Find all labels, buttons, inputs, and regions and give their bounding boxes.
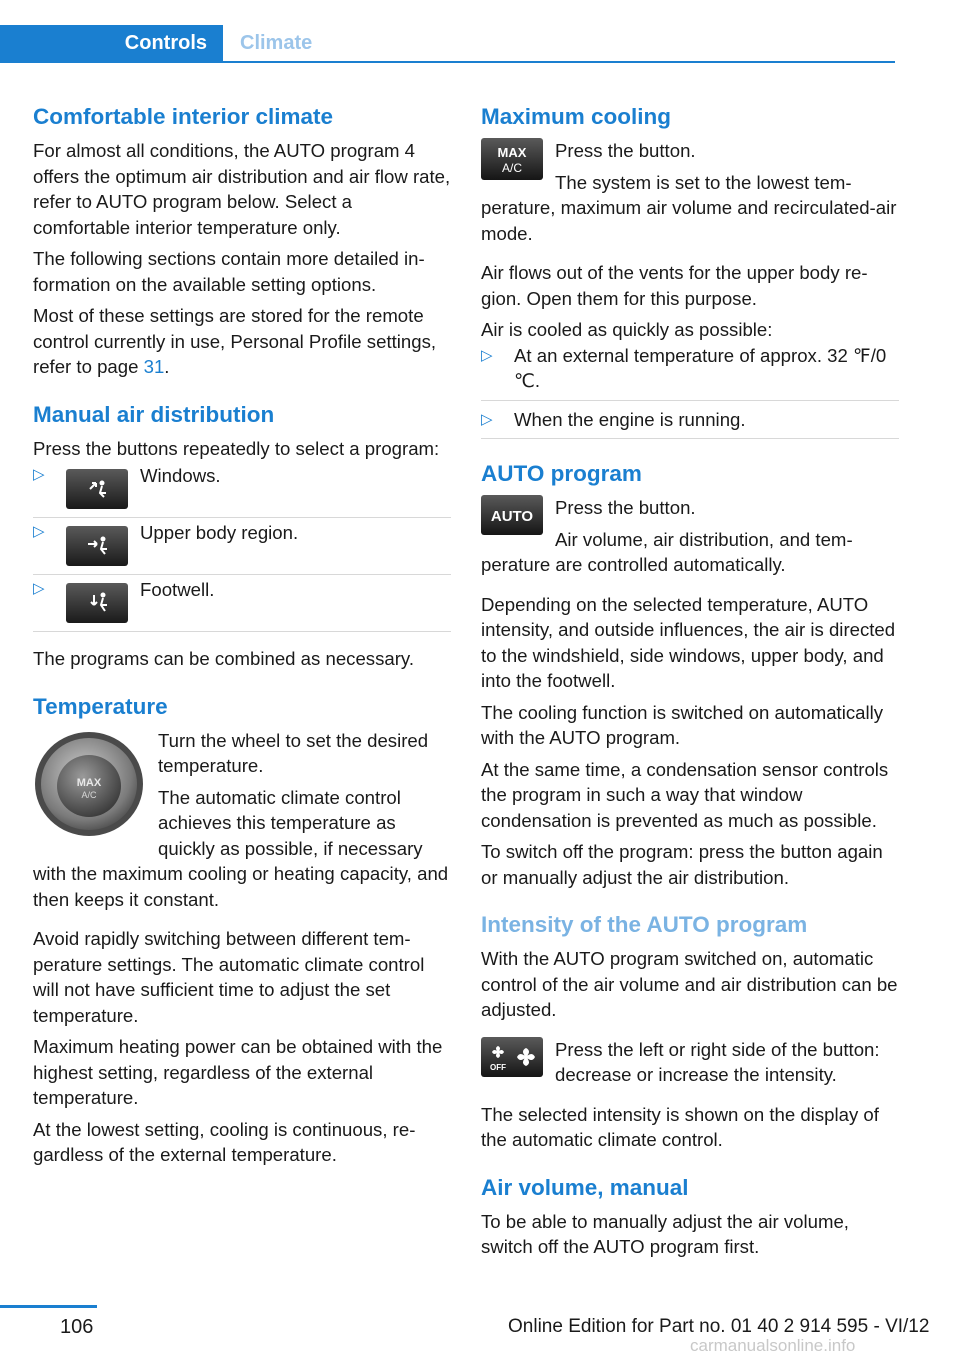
program-windows — [33, 463, 451, 518]
svg-text:OFF: OFF — [490, 1062, 506, 1072]
paragraph: The selected intensity is shown on the display of the automatic climate control. — [481, 1103, 879, 1150]
bullet-triangle-icon: ▷ — [481, 410, 493, 428]
bullet-triangle-icon: ▷ — [33, 466, 45, 483]
wheel-label: MAX — [76, 776, 102, 789]
list-item: ▷ When the engine is running. — [481, 401, 899, 440]
temperature-wheel-icon — [33, 728, 146, 841]
tab-climate[interactable]: Climate — [240, 31, 313, 54]
paragraph: Turn the wheel to set the desired temperature. — [158, 729, 429, 776]
paragraph: For almost all conditions, the AUTO program 4 offers the optimum air distribution and air flow rate, refer to AUTO program below. Select a comfortable interior temperature only. — [33, 140, 451, 238]
paragraph: Press the left or right side of the button: decrease or increase the intensity. — [555, 1038, 880, 1085]
paragraph: At the lowest setting, cooling is continuous, regardless of the external temperature. — [33, 1118, 416, 1165]
paragraph: Air is cooled as quickly as possible: — [481, 319, 773, 340]
program-upper-body — [33, 520, 451, 575]
page-number: 106 — [60, 1316, 94, 1338]
paragraph: To be able to manually adjust the air volume, switch off the AUTO program first. — [481, 1210, 849, 1257]
edition-note: Online Edition for Part no. 01 40 2 914 595 - VI/12 — [508, 1316, 930, 1337]
heading-auto-program: AUTO program — [481, 461, 642, 486]
page-link[interactable]: 31 — [143, 356, 165, 377]
paragraph: Depending on the selected temperature, AUTO intensity, and outside influences, the air is directed to the windshield, side windows, upper body, and into the footwell. — [481, 593, 896, 691]
header-bar — [0, 25, 895, 63]
program-footwell — [33, 577, 451, 632]
paragraph: Most of these settings are stored for the remote control currently in use, Personal Profile settings, refer to page 31. — [33, 305, 437, 377]
heading-comfortable-climate: Comfortable interior climate — [33, 104, 334, 129]
paragraph: Air flows out of the vents for the upper body region. Open them for this purpose. — [481, 262, 868, 309]
paragraph: Press the buttons repeatedly to select a program: — [33, 437, 440, 459]
upper-body-airflow-icon — [66, 526, 128, 566]
wheel-label: A/C — [81, 789, 97, 800]
footwell-airflow-icon — [66, 583, 128, 623]
paragraph: At the same time, a condensation sensor controls the program in such a way that window condensation is prevented as much as possible. — [481, 758, 889, 831]
heading-auto-intensity: Intensity of the AUTO program — [481, 912, 808, 937]
fan-intensity-button-icon — [481, 1037, 543, 1077]
paragraph: Press the button. — [555, 497, 696, 518]
heading-maximum-cooling: Maximum cooling — [481, 104, 672, 129]
paragraph: To switch off the program: press the button again or manually adjust the air distribution. — [481, 841, 883, 888]
heading-air-volume-manual: Air volume, manual — [481, 1174, 689, 1200]
heading-manual-air-distribution: Manual air distribution — [33, 401, 275, 427]
paragraph: Maximum heating power can be obtained with the highest setting, regardless of the external temperature. — [33, 1036, 443, 1108]
paragraph: The automatic climate control achieves this temperature as quickly as possible, if necessary with the maximum cooling or heating capacity, and then keeps it constant. — [33, 786, 449, 910]
bullet-triangle-icon: ▷ — [481, 346, 493, 364]
paragraph: With the AUTO program switched on, automatic control of the air volume and air distribution can be adjusted. — [481, 948, 898, 1020]
bullet-triangle-icon: ▷ — [33, 580, 45, 597]
svg-text:AUTO: AUTO — [490, 508, 534, 525]
program-label: Upper body region. — [140, 522, 299, 543]
paragraph: The programs can be combined as necessary. — [33, 648, 415, 669]
list-item: ▷ At an external temperature of approx. 32 ℉/0 ℃. — [481, 343, 899, 401]
svg-text:MAX: MAX — [497, 145, 527, 160]
auto-button-icon — [481, 495, 543, 535]
windows-airflow-icon — [66, 469, 128, 509]
tab-controls[interactable]: Controls — [0, 25, 223, 61]
watermark: carmanualsonline.info — [690, 1336, 856, 1355]
bullet-triangle-icon: ▷ — [33, 523, 45, 540]
heading-temperature: Temperature — [33, 693, 168, 719]
right-column — [481, 102, 899, 1260]
paragraph: The system is set to the lowest temperature, maximum air volume and recirculated-air mode. — [481, 171, 897, 244]
paragraph: Avoid rapidly switching between different temperature settings. The automatic climate control will not have sufficient time to adjust the set temperature. — [33, 928, 425, 1026]
paragraph: The following sections contain more detailed information on the available setting options. — [33, 248, 425, 295]
paragraph: The cooling function is switched on automatically with the AUTO program. — [481, 701, 884, 748]
svg-text:A/C: A/C — [501, 161, 523, 175]
program-label: Windows. — [140, 465, 221, 486]
program-label: Footwell. — [140, 579, 215, 600]
footer-divider — [0, 1305, 97, 1308]
paragraph: Press the button. — [555, 140, 696, 161]
left-column — [33, 102, 451, 1168]
paragraph: Air volume, air distribution, and temperature are controlled automatically. — [481, 528, 853, 575]
max-ac-button-icon — [481, 138, 543, 180]
